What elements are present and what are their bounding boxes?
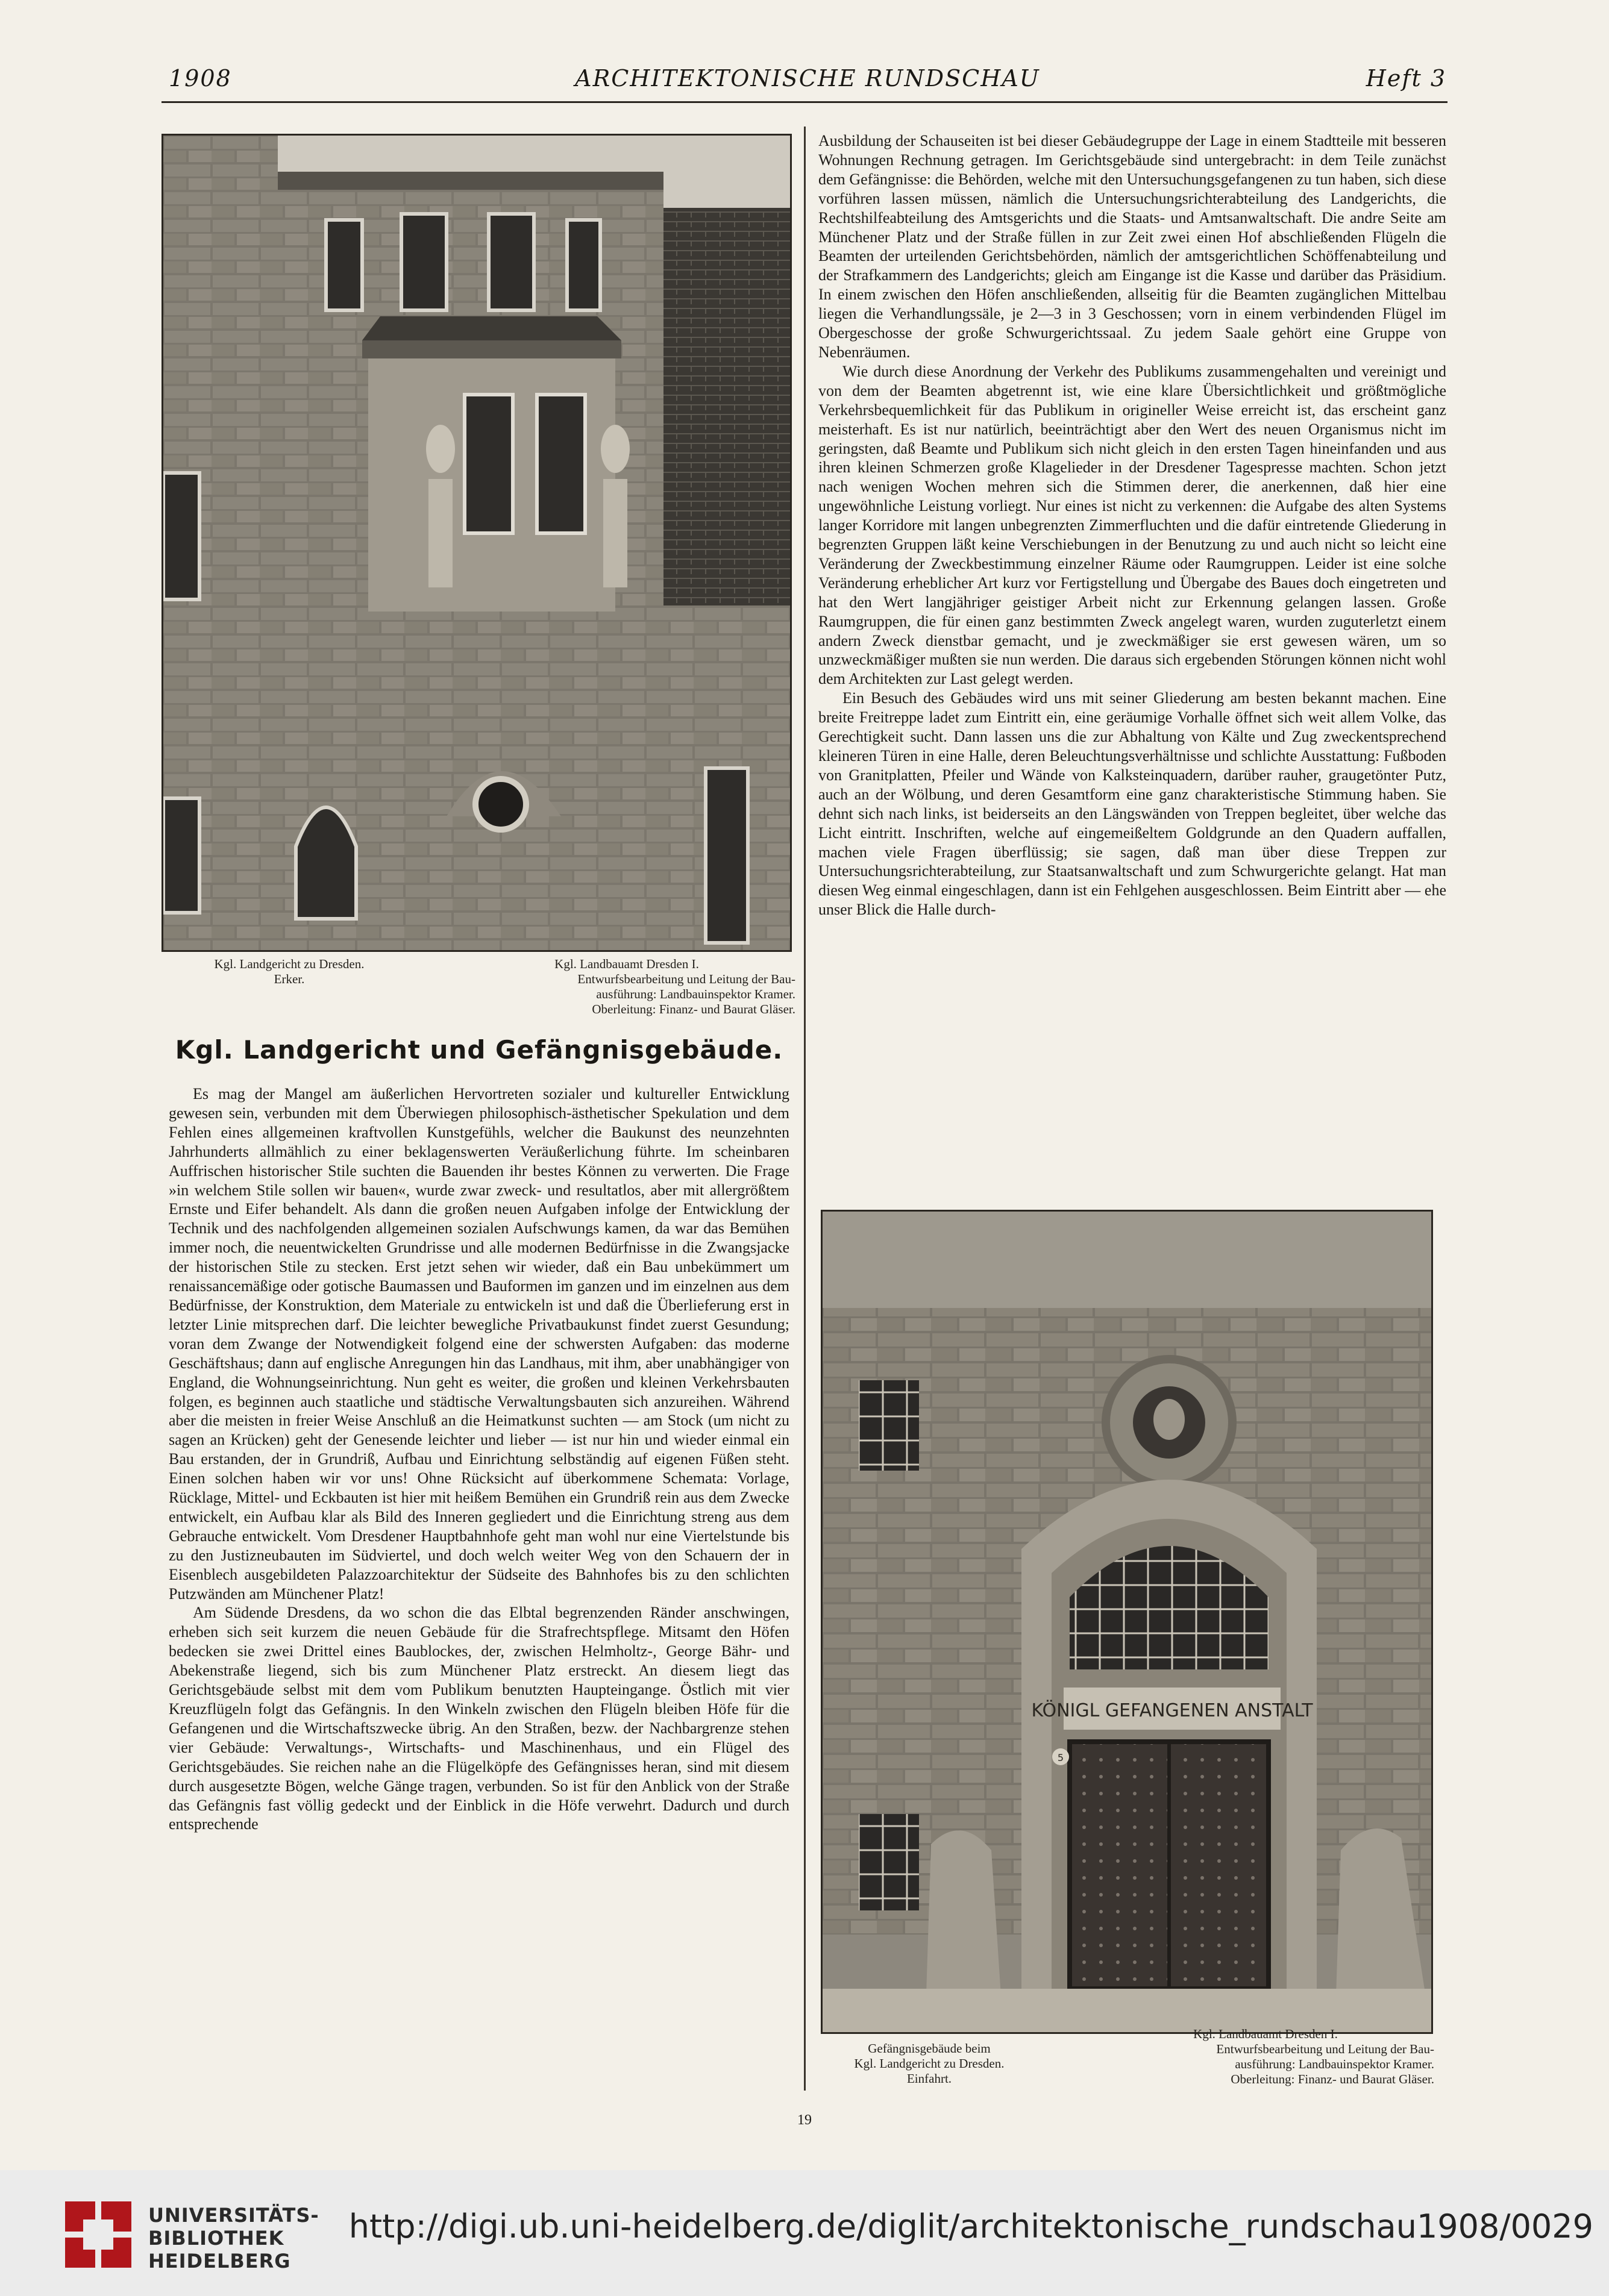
paragraph: Es mag der Mangel am äußerlichen Hervortreten sozialer und kultureller Entwicklung gewesen sein, verbunden mit dem Überwiegen philosophisch-ästhetischer Spekulation und dem Fehlen eines allgemeinen kraftvollen Kunstgefühls, welcher die Baukunst des neunzehnten Jahrhunderts allmählich zu einer beklagenswerten Veräußerlichung führte. Im scheinbaren Auffrischen historischer Stile suchten die Bauenden ihr bestes Können zu verwerten. Die Frage »in welchem Stile sollen wir bauen«, wurde zwar zweck- und resultatlos, aber mit allergrößtem Ernste und Eifer behandelt. Als dann die großen neuen Aufgaben infolge der Entwicklung der Technik und des nachfolgenden allgemeinen sozialen Aufschwungs kamen, da war das Bemühen immer noch, die neuentwickelten Grundrisse und alle modernen Bedürfnisse in die Zwangsjacke der historischen Stile zu stecken. Erst jetzt sehen wir wieder, daß ein Bau unbekümmert um renaissancemäßige oder gotische Baumassen und Bauformen im ganzen und im einzelnen aus dem Bedürfnisse, der Konstruktion, dem Materiale zu entwickeln ist und daß die Überlieferung erst in letzter Linie mitsprechen darf. Die leichter bewegliche Privatbaukunst findet zuerst Gesundung; voran dem Zwange der Notwendigkeit folgend eine der schwersten Aufgaben: das moderne Geschäftshaus; dann auf englische Anregungen hin das Landhaus, mit ihm, aber unabhängiger von England, die Wohnungseinrichtung. Nun geht es weiter, die großen und kleinen Verkehrsbauten folgen, es beginnen auch staatliche und städtische Verwaltungsbauten sich anzureihen. Während aber die meisten in freier Weise Anschluß an die Heimatkunst suchten — am Stock (um nicht zu sagen an Krücken) geht der Genesende leichter und lieber — ist nur hin und wieder einmal ein Bau erstanden, der in Grundriß, Aufbau und Einrichtung selbständig auf eigenen Füßen steht. Einen solchen haben wir vor uns! Ohne Rücksicht auf überkommene Schemata: Vorlage, Rücklage, Mittel- und Eckbauten ist hier mit heißem Bemühen ein Grundriß rein aus dem Zwecke entwickelt, ein Aufbau klar als Bild des Inneren gegliedert und die Einrichtung streng aus dem Gebrauche entwickelt. Vom Dresdener Hauptbahnhofe geht man wohl nur eine Viertelstunde bis zu den Justizneubauten im Südviertel, und doch welch weiter Weg von den Schauern der in Eisenblech ausgebildeten Palazzoarchitektur der Südseite des Bahnhofes bis zu den schlichten Putzwänden am Münchener Platz! (169, 1085, 789, 1603)
house-number: 5 (1057, 1752, 1064, 1763)
caption-bottom-left: Gefängnisgebäude beim Kgl. Landgericht zu Dresden. Einfahrt. (854, 2041, 1005, 2086)
running-header (169, 65, 1446, 104)
article-left-column (169, 1084, 789, 1834)
caption-top-left: Kgl. Landgericht zu Dresden. Erker. (214, 957, 365, 986)
header-rule (162, 101, 1447, 103)
prison-inscription: KÖNIGL GEFANGENEN ANSTALT (1031, 1700, 1313, 1721)
paragraph: Ausbildung der Schauseiten ist bei dieser Gebäudegruppe der Lage in einem Stadtteile mit besseren Wohnungen Rechnung getragen. Im Gerichtsgebäude sind untergebracht: in dem Teile zunächst dem Gefängnisse: die Behörden, welche mit den Untersuchungsgefangenen zu tun haben, sich diese vorführen lassen müssen, nämlich die Untersuchungsrichterabteilung des Landgerichts, die Rechtshilfeabteilung des Amtsgerichts und die Staats- und Amtsanwaltschaft. Die andre Seite am Münchener Platz und der Straße füllen in zur Zeit zwei einen Hof abschließenden Flügeln die Beamten der urteilenden Gerichtsbehörden, nämlich der amtsgerichtlichen Schöffenabteilung und der Strafkammern des Landgerichts; gleich am Eingange ist die Kasse und darüber das Präsidium. In einem zwischen den Höfen anschließenden, allseitig für die Beamten zugänglichen Mittelbau liegen die Verhandlungssäle, je 2—3 in 3 Geschossen; vorn in einem verbindenden Flügel im Obergeschosse der große Schwurgerichtssaal. Zu jedem Saale gehört eine Gruppe von Nebenräumen. (818, 132, 1446, 361)
digitization-footer (0, 2170, 1609, 2296)
paragraph: Ein Besuch des Gebäudes wird uns mit seiner Gliederung am besten bekannt machen. Eine breite Freitreppe ladet zum Eintritt ein, eine geräumige Vorhalle öffnet sich weit allem Volke, das Gerechtigkeit sucht. Dann lassen uns die zur Abhaltung von Kälte und Zug zweckentsprechend kleineren Türen in eine Halle, deren Beleuchtungsverhältnisse und schlichte Ausstattung: Fußboden von Granitplatten, Pfeiler und Wände von Kalksteinquadern, darüber rauher, graugetönter Putz, auch an der Wölbung, und deren Gesamtform eine ganz charakteristische Stimmung haben. Sie dehnt sich nach links, ist beiderseits an den Längswänden von Treppen begleitet, über welche das Licht eintritt. Inschriften, welche auf eingemeißeltem Goldgrunde an den Quadern auffallen, machen viele Fragen überflüssig; sie sagen, daß man über diese Treppen zur Untersuchungsrichterabteilung, zur Staatsanwaltschaft und zum Schwurgerichte gelangt. Hat man diesen Weg einmal eingeschlagen, dann ist ein Fehlgehen ausgeschlossen. Beim Eintritt aber — ehe unser Blick die Halle durch- (818, 689, 1446, 919)
caption-top-right: Kgl. Landbauamt Dresden I. Entwurfsbearbeitung und Leitung der Bau- ausführung: Landbauinspektor Kramer. Oberleitung: Finanz- und Baurat Gläser. (554, 957, 795, 1016)
university-library-logo-icon (59, 2195, 137, 2274)
article-title: Kgl. Landgericht und Gefängnisgebäude. (175, 1035, 783, 1065)
source-url-link[interactable]: http://digi.ub.uni-heidelberg.de/diglit/architektonische_rundschau1908/0029 (348, 2207, 1593, 2245)
paragraph: Wie durch diese Anordnung der Verkehr des Publikums zusammengehalten und vereinigt und von dem der Beamten abgetrennt ist, wie eine klare Übersichtlichkeit und größtmögliche Verkehrsbequemlichkeit für das Publikum in origineller Weise erreicht ist, das erscheint ganz meisterhaft. Es ist nur natürlich, beeinträchtigt aber den Wert des neuen Organismus nicht im geringsten, daß Beamte und Publikum sich nicht gleich in den ersten Tagen hineinfanden und aus ihren kleinen Schmerzen große Klagelieder in der Dresdener Tagespresse machten. Schon jetzt nach wenigen Wochen mehren sich die Stimmen derer, die anerkennen, daß hier eine ungewöhnliche Leistung vorliegt. Nur eines ist nicht zu verkennen: die Aufgabe des alten Systems langer Korridore mit langen unbegrenzten Zimmerfluchten und die dafür eintretende Gliederung in begrenzten Gruppen läßt keine Verschiebungen in der Benutzung zu und auch nicht so leicht eine Veränderung der Zweckbestimmung einzelner Räume oder Raumgruppen. Leider ist eine solche Veränderung erheblicher Art kurz vor Fertigstellung und Übergabe des Baues doch eingetreten und hat den Wert langjähriger geistiger Arbeit nicht zur Erkennung gelangen lassen. Große Raumgruppen, die für einen ganz bestimmten Zweck angelegt waren, wurden zuguterletzt einem andern Zweck dienstbar gemacht, und je zweckmäßiger sie erst gewesen wären, um so unzweckmäßiger mußten sie nun werden. Die daraus sich ergebenden Störungen können nicht wohl dem Architekten zur Last gelegt werden. (818, 362, 1446, 688)
article-right-column (818, 131, 1446, 919)
paragraph: Am Südende Dresdens, da wo schon die das Elbtal begrenzenden Ränder anschwingen, erheben sich seit kurzem die neuen Gebäude für die Strafrechtspflege. Mitsamt den Höfen bedecken sie zwei Drittel eines Baublockes, der, zwischen Helmholtz-, George Bähr- und Abekenstraße liegend, sich bis zum Münchener Platz erstreckt. An diesem liegt das Gerichtsgebäude selbst mit dem vom Publikum benutzten Haupteingange. Östlich mit vier Kreuzflügeln folgt das Gefängnis. In den Winkeln zwischen den Flügeln bleiben Höfe für die Gefangenen und die Wirtschaftszwecke übrig. An den Straßen, bezw. der Nachbargrenze stehen vier Gebäude: Verwaltungs-, Wirtschafts- und Maschinenhaus, und ein Flügel des Gerichtsgebäudes. Sie reichen nahe an die Flügelköpfe des Gefängnisses heran, sind mit diesem durch ausgesetzte Bögen, welche Gänge tragen, verbunden. So ist für den Anblick von der Straße das Gefängnis fast völlig gedeckt und der Einblick in die Höfe verwehrt. Dadurch und durch entsprechende (169, 1604, 789, 1833)
header-issue: Heft 3 (1366, 65, 1446, 92)
page-number: 19 (797, 2112, 812, 2128)
photo-prison-gateway (821, 1210, 1433, 2034)
photo-court-building-bay (162, 134, 792, 952)
header-journal-title: ARCHITEKTONISCHE RUNDSCHAU (575, 65, 1040, 92)
caption-bottom-right: Kgl. Landbauamt Dresden I. Entwurfsbearbeitung und Leitung der Bau- ausführung: Landbauinspektor Kramer. Oberleitung: Finanz- und Baurat Gläser. (1193, 2027, 1434, 2086)
header-year: 1908 (169, 65, 232, 92)
library-name: UNIVERSITÄTS- BIBLIOTHEK HEIDELBERG (148, 2204, 319, 2273)
column-rule (804, 127, 806, 2091)
